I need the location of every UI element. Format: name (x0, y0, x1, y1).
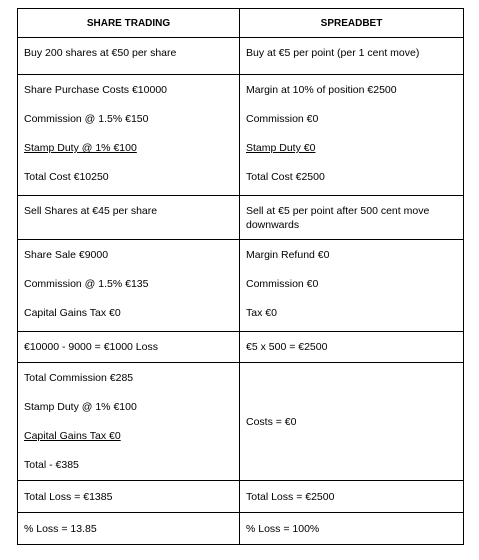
spreadbet-header: SPREADBET (240, 9, 464, 38)
share-totals-cell (18, 363, 240, 481)
spread-commission: Commission €0 (246, 113, 319, 125)
share-result: €10000 - 9000 = €1000 Loss (24, 341, 158, 353)
share-trading-header: SHARE TRADING (18, 9, 240, 38)
share-total-stamp-duty: Stamp Duty @ 1% €100 (24, 401, 137, 413)
spread-sale-commission: Commission €0 (246, 278, 319, 290)
share-capital-gains-tax: Capital Gains Tax €0 (24, 307, 121, 319)
share-total-capital-gains: Capital Gains Tax €0 (24, 430, 121, 442)
share-sale: Share Sale €9000 (24, 249, 109, 261)
spread-tax: Tax €0 (246, 307, 277, 319)
spread-margin: Margin at 10% of position €2500 (246, 84, 397, 96)
spread-costs: Costs = €0 (246, 415, 297, 428)
spread-sell-cell (240, 196, 464, 240)
sell-row (18, 196, 464, 240)
share-commission: Commission @ 1.5% €150 (24, 113, 149, 125)
total-loss-row (18, 481, 464, 513)
share-total-commission: Total Commission €285 (24, 372, 134, 384)
share-total-loss: Total Loss = €1385 (24, 490, 113, 503)
spread-totals-cell (240, 363, 464, 481)
share-total-cost: Total Cost €10250 (24, 171, 109, 183)
share-result-cell (18, 332, 240, 363)
spread-costs-cell (240, 75, 464, 196)
spread-sell-text: Sell at €5 per point after 500 cent move downwards (246, 205, 430, 231)
share-sell-text: Sell Shares at €45 per share (24, 205, 158, 217)
spread-buy-cell (240, 38, 464, 75)
spread-sale-cell (240, 240, 464, 332)
share-costs-cell (18, 75, 240, 196)
share-total-loss-cell (18, 481, 240, 513)
share-stamp-duty: Stamp Duty @ 1% €100 (24, 142, 137, 154)
header-row (18, 9, 464, 38)
spread-total-loss: Total Loss = €2500 (246, 490, 335, 503)
share-pct-loss: % Loss = 13.85 (24, 522, 97, 535)
share-buy-text: Buy 200 shares at €50 per share (24, 47, 177, 59)
spread-pct-loss-cell (240, 513, 464, 545)
pct-loss-row (18, 513, 464, 545)
spread-buy-text: Buy at €5 per point (per 1 cent move) (246, 47, 420, 59)
spread-stamp-duty: Stamp Duty €0 (246, 142, 316, 154)
spread-total-loss-cell (240, 481, 464, 513)
totals-row (18, 363, 464, 481)
share-pct-loss-cell (18, 513, 240, 545)
share-sale-commission: Commission @ 1.5% €135 (24, 278, 149, 290)
share-buy-cell (18, 38, 240, 75)
spread-pct-loss: % Loss = 100% (246, 522, 320, 535)
result-row (18, 332, 464, 363)
spread-total-cost: Total Cost €2500 (246, 171, 325, 183)
sale-row (18, 240, 464, 332)
share-total-costs: Total - €385 (24, 459, 79, 471)
spread-margin-refund: Margin Refund €0 (246, 249, 330, 261)
spread-result: €5 x 500 = €2500 (246, 341, 328, 353)
spread-result-cell (240, 332, 464, 363)
buy-row (18, 38, 464, 75)
comparison-table (17, 8, 464, 545)
share-sale-cell (18, 240, 240, 332)
share-sell-cell (18, 196, 240, 240)
costs-row (18, 75, 464, 196)
share-purchase-costs: Share Purchase Costs €10000 (24, 84, 168, 96)
